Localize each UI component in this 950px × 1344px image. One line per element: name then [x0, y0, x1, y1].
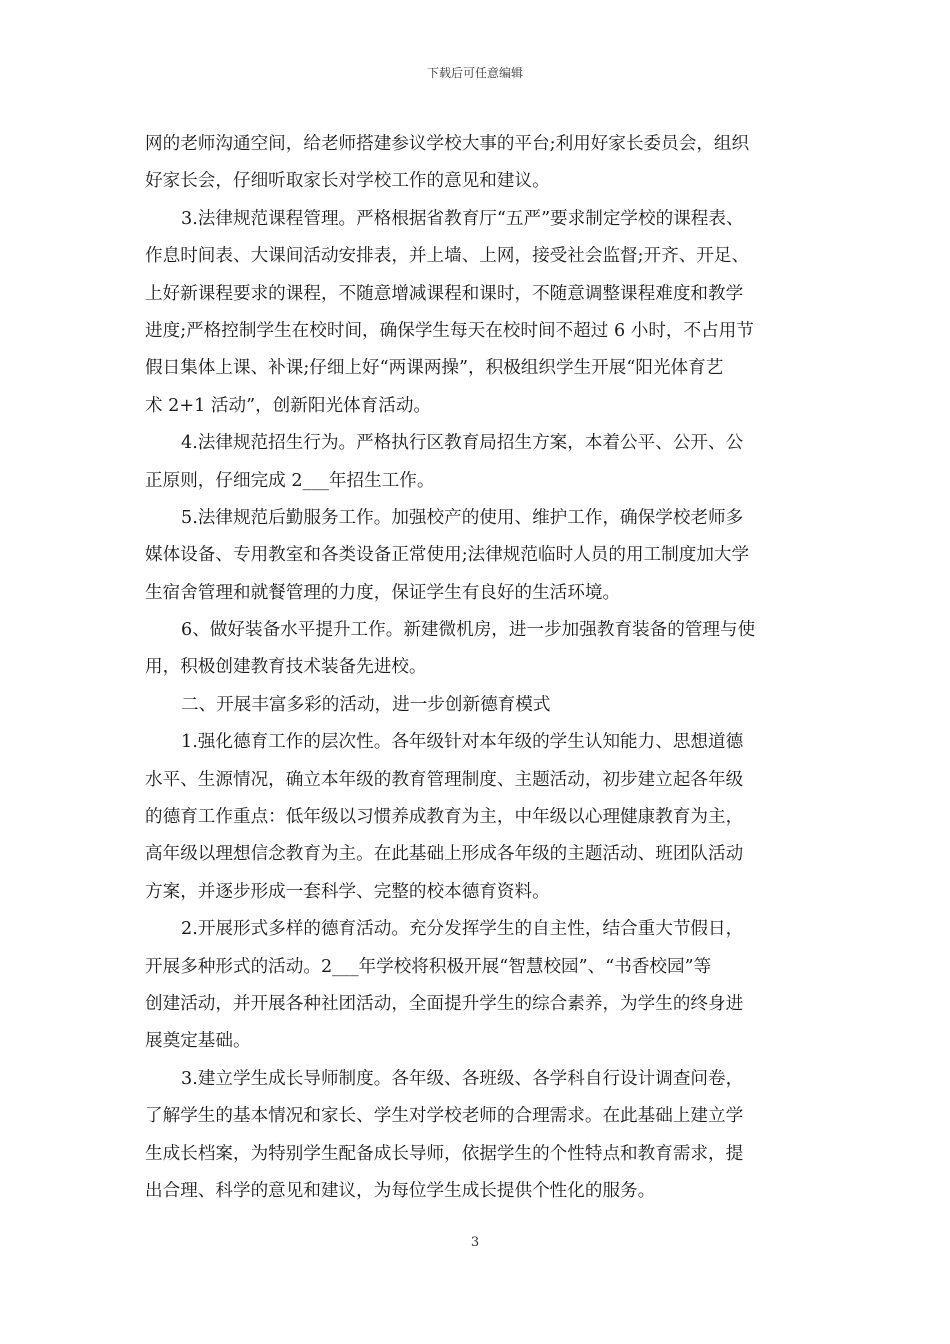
paragraph-start: 1.强化德育工作的层次性。各年级针对本年级的学生认知能力、思想道德	[181, 732, 744, 753]
text-line: 方案，并逐步形成一套科学、完整的校本德育资料。	[145, 881, 550, 902]
text-line: 假日集体上课、补课;仔细上好“两课两操”，积极组织学生开展“阳光体育艺	[145, 358, 724, 379]
paragraph-start: 3.法律规范课程管理。严格根据省教育厅“五严”要求制定学校的课程表、	[181, 208, 744, 229]
text-line: 生宿舍管理和就餐管理的力度，保证学生有良好的生活环境。	[145, 582, 621, 603]
page-header: 下载后可任意编辑	[426, 66, 523, 80]
text-line: 的德育工作重点：低年级以习惯养成教育为主，中年级以心理健康教育为主，	[145, 807, 744, 828]
text-line: 用，积极创建教育技术装备先进校。	[145, 657, 427, 678]
text-line: 好家长会，仔细听取家长对学校工作的意见和建议。	[145, 171, 550, 192]
text-line: 水平、生源情况，确立本年级的教育管理制度、主题活动，初步建立起各年级	[145, 769, 744, 790]
text-line: 网的老师沟通空间，给老师搭建参议学校大事的平台;利用好家长委员会，组织	[145, 134, 750, 154]
paragraph-start: 6、做好装备水平提升工作。新建微机房，进一步加强教育装备的管理与使	[181, 620, 756, 641]
text-line: 媒体设备、专用教室和各类设备正常使用;法律规范临时人员的用工制度加大学	[145, 545, 750, 566]
paragraph-start: 2.开展形式多样的德育活动。充分发挥学生的自主性，结合重大节假日，	[181, 919, 744, 940]
document-body	[145, 126, 810, 1210]
text-line: 上好新课程要求的课程，不随意增减课程和课时，不随意调整课程难度和教学	[145, 283, 744, 304]
paragraph-start: 4.法律规范招生行为。严格执行区教育局招生方案，本着公平、公开、公	[181, 433, 744, 454]
text-line: 展奠定基础。	[145, 1031, 251, 1052]
paragraph-start: 3.建立学生成长导师制度。各年级、各班级、各学科自行设计调查问卷，	[181, 1068, 744, 1089]
text-line: 术 2+1 活动”，创新阳光体育活动。	[145, 395, 432, 416]
text-line: 作息时间表、大课间活动安排表，并上墙、上网，接受社会监督;开齐、开足、	[145, 246, 750, 267]
text-line: 进度;严格控制学生在校时间，确保学生每天在校时间不超过 6 小时，不占用节	[145, 320, 754, 341]
text-line: 了解学生的基本情况和家长、学生对学校老师的合理需求。在此基础上建立学	[145, 1106, 744, 1127]
text-line: 正原则，仔细完成 2___年招生工作。	[145, 470, 435, 491]
text-line: 创建活动，并开展各种社团活动，全面提升学生的综合素养，为学生的终身进	[145, 993, 744, 1014]
paragraph-start: 5.法律规范后勤服务工作。加强校产的使用、维护工作，确保学校老师多	[181, 507, 744, 528]
page-number: 3	[470, 1235, 480, 1250]
text-line: 开展多种形式的活动。2___年学校将积极开展“智慧校园”、“书香校园”等	[145, 956, 712, 977]
section-heading: 二、开展丰富多彩的活动，进一步创新德育模式	[181, 694, 551, 715]
text-line: 高年级以理想信念教育为主。在此基础上形成各年级的主题活动、班团队活动	[145, 844, 744, 865]
text-line: 生成长档案，为特别学生配备成长导师，依据学生的个性特点和教育需求，提	[145, 1143, 744, 1164]
text-line: 出合理、科学的意见和建议，为每位学生成长提供个性化的服务。	[145, 1180, 656, 1201]
